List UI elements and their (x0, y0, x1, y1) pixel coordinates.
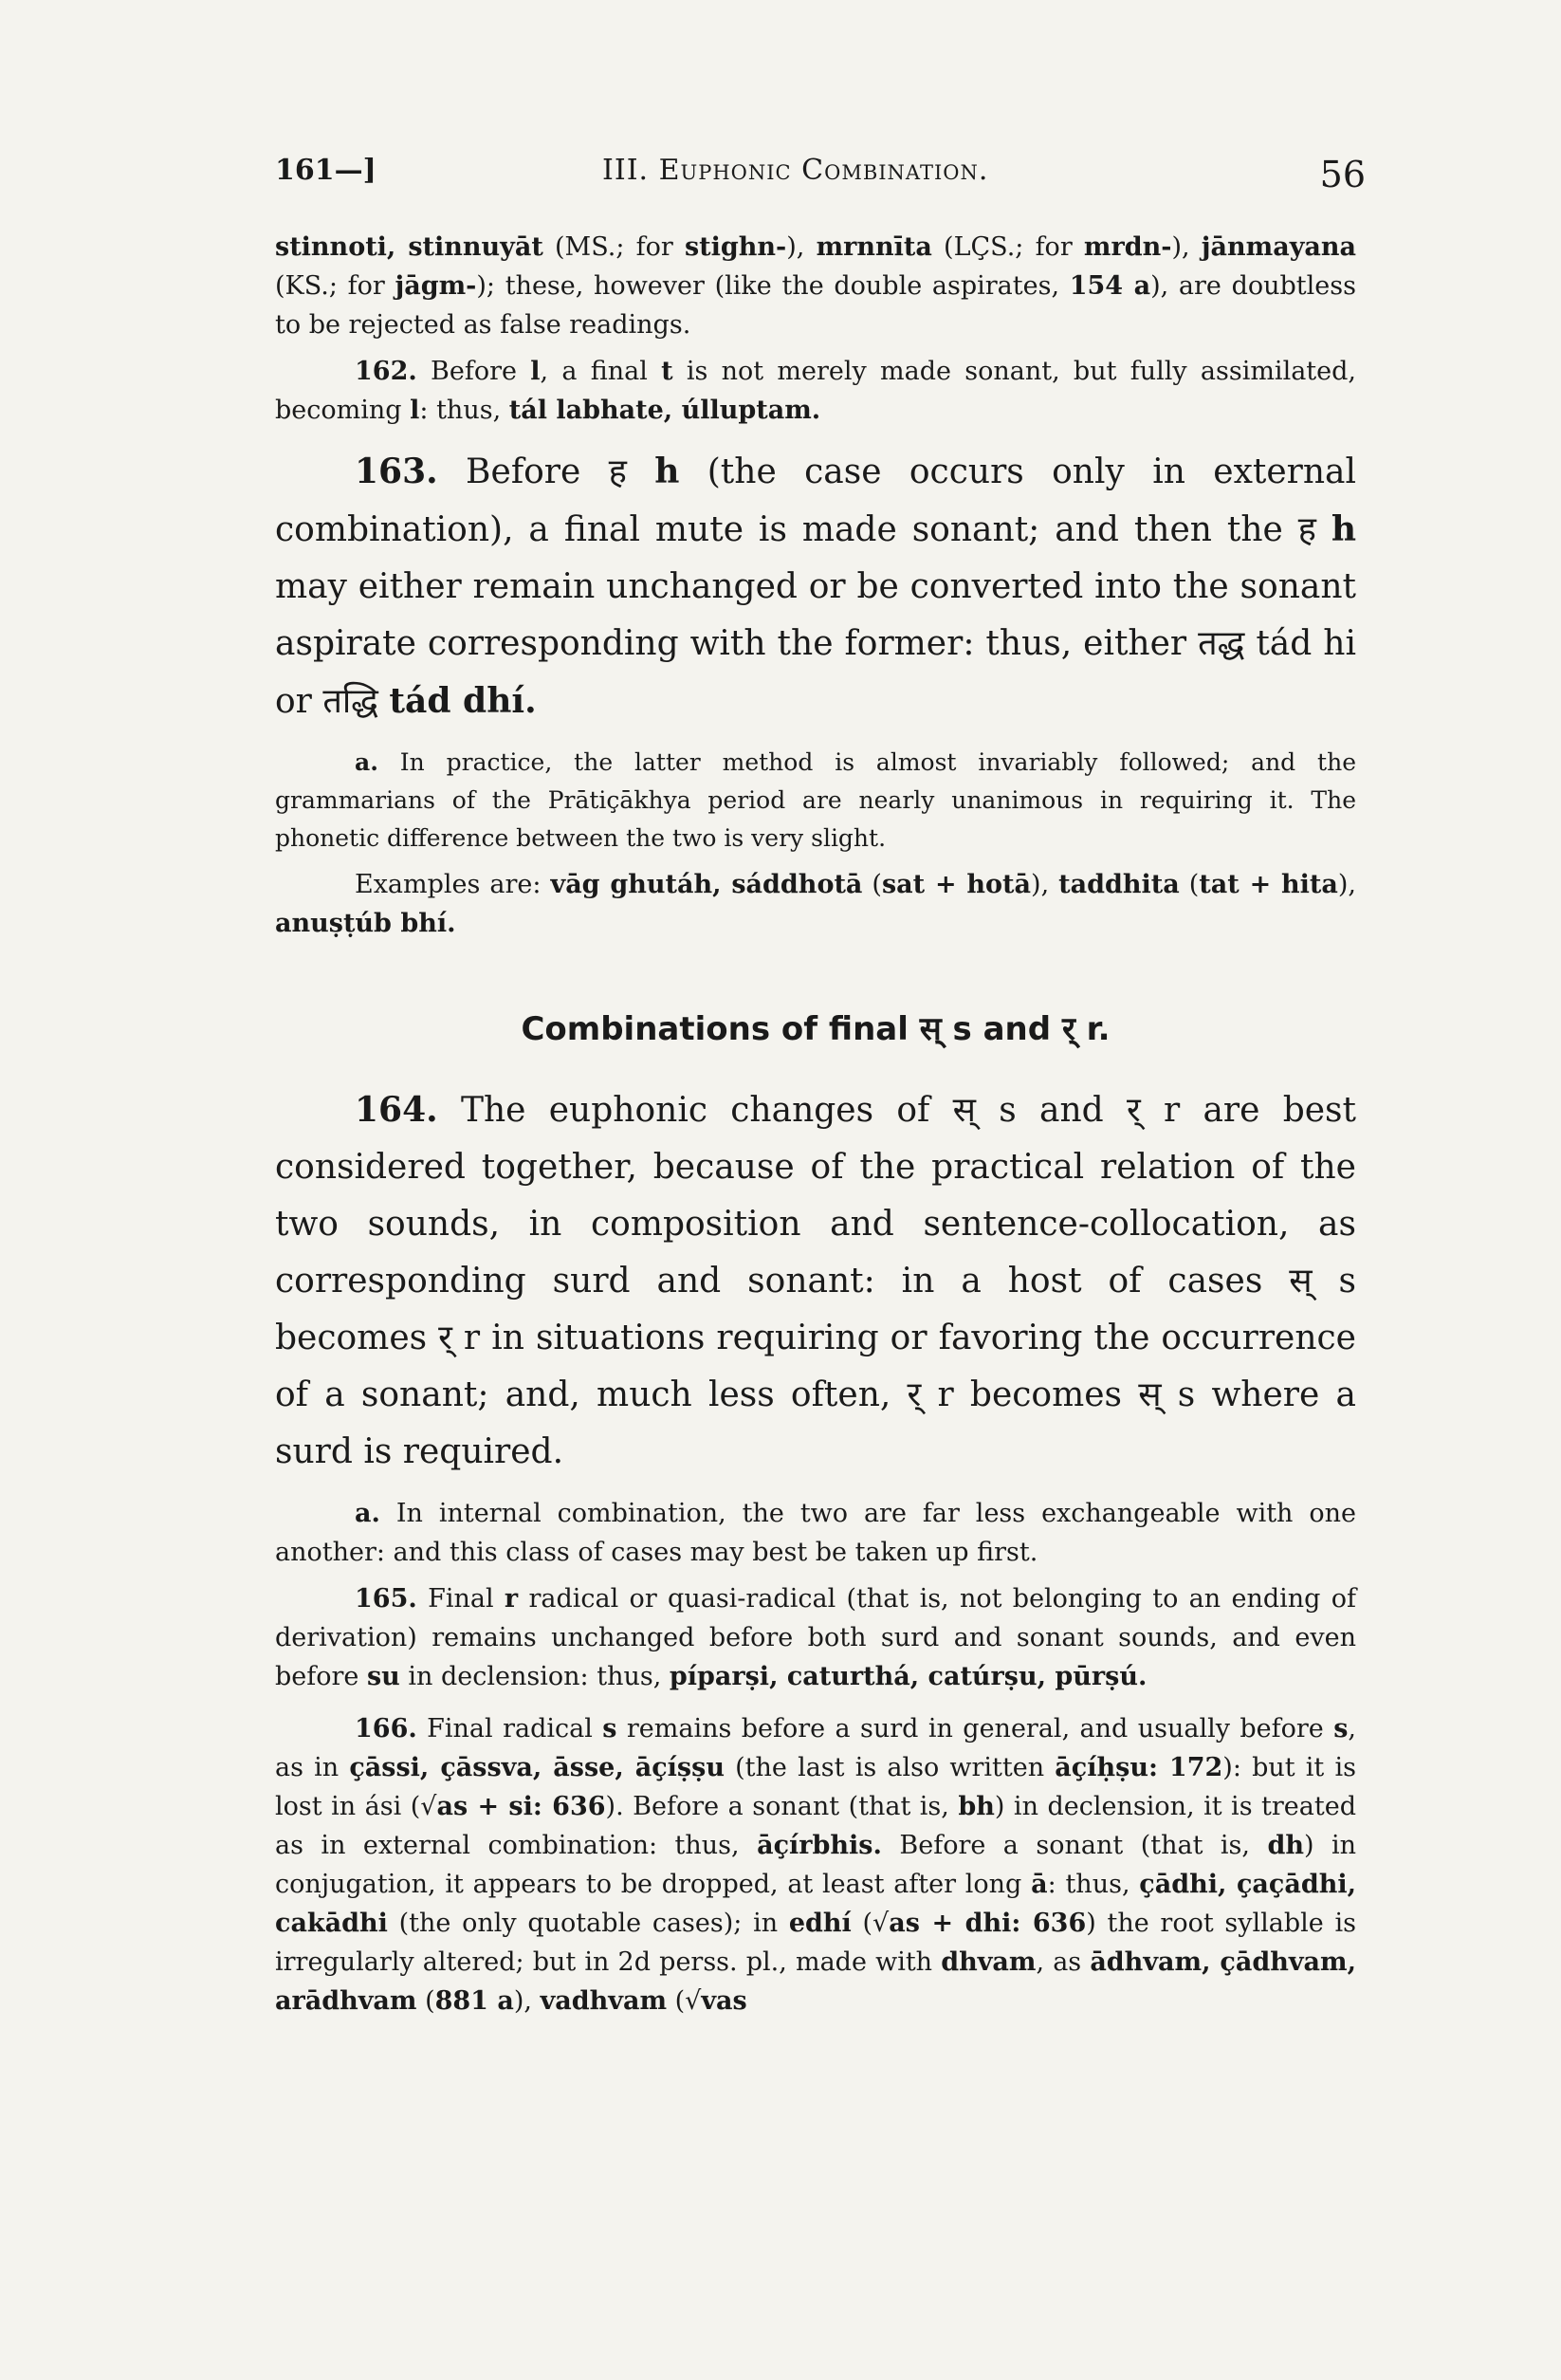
paragraph-166: 166. Final radical s remains before a surd in general, and usually before s, as in çāssi, çāssva, āsse, āçíṣṣu (the last is also written āçíḥṣu: 172): but it is lost in ási (√as + si: 636). Before a sonant (that is, bh) in declension, it is treated as in external combination: thus, āçírbhis. Before a sonant (that is, dh) in conjugation, it appears to be dropped, at least after long ā: thus, çādhi, çaçādhi, cakādhi (the only quotable cases); in edhí (√as + dhi: 636) the root syllable is irregularly altered; but in 2d perss. pl., made with dhvam, as ādhvam, çādhvam, arādhvam (881 a), vadhvam (√vas (275, 1714, 1357, 2016)
chapter-title: III. Euphonic Combination. (602, 154, 989, 187)
paragraph-intro: stinnoti, stinnuyāt (MS.; for stighn-), mrnnīta (LÇS.; for mrdn-), jānmayana (KS.; for jāgm-); these, however (like the double aspirates, 154 a), are doubtless to be rejected as false readings. (275, 232, 1357, 340)
paragraph-163-examples: Examples are: vāg ghutáh, sáddhotā (sat + hotā), taddhita (tat + hita), anuṣṭúb bhí. (275, 870, 1356, 938)
paragraph-162: 162. Before l, a final t is not merely made sonant, but fully assimilated, becoming l: thus, tál labhate, úlluptam. (275, 357, 1356, 425)
paragraph-164a: a. In internal combination, the two are far less exchangeable with one another: and this class of cases may best be taken up first. (275, 1499, 1356, 1567)
section-heading: Combinations of final स् s and र् r. (521, 1010, 1111, 1048)
section-range: 161—] (275, 154, 376, 187)
paragraph-163a: a. In practice, the latter method is almost invariably followed; and the grammarians of the Prātiçākhya period are nearly unanimous in requiring it. The phonetic difference between the two is very slight. (275, 748, 1356, 852)
running-header (275, 154, 1366, 201)
paragraph-165: 165. Final r radical or quasi-radical (that is, not belonging to an ending of derivation) remains unchanged before both surd and sonant sounds, and even before su in declension: thus, píparṣi, caturthá, catúrṣu, pūrṣú. (275, 1584, 1357, 1691)
paragraph-164: 164. The euphonic changes of स् s and र् r are best considered together, because of the practical relation of the two sounds, in composition and sentence-collocation, as corresponding surd and sonant: in a host of cases स् s becomes र् r in situations requiring or favoring the occurrence of a sonant; and, much less often, र् r becomes स् s where a surd is required. (275, 1090, 1356, 1471)
paragraph-163: 163. Before ह h (the case occurs only in external combination), a final mute is made sonant; and then the ह h may either remain unchanged or be converted into the sonant aspirate corresponding with the former: thus, either तद्ध tád hi or तद्धि tád dhí. (275, 452, 1357, 721)
page-number: 56 (1319, 154, 1366, 195)
page-body (275, 228, 1356, 2020)
